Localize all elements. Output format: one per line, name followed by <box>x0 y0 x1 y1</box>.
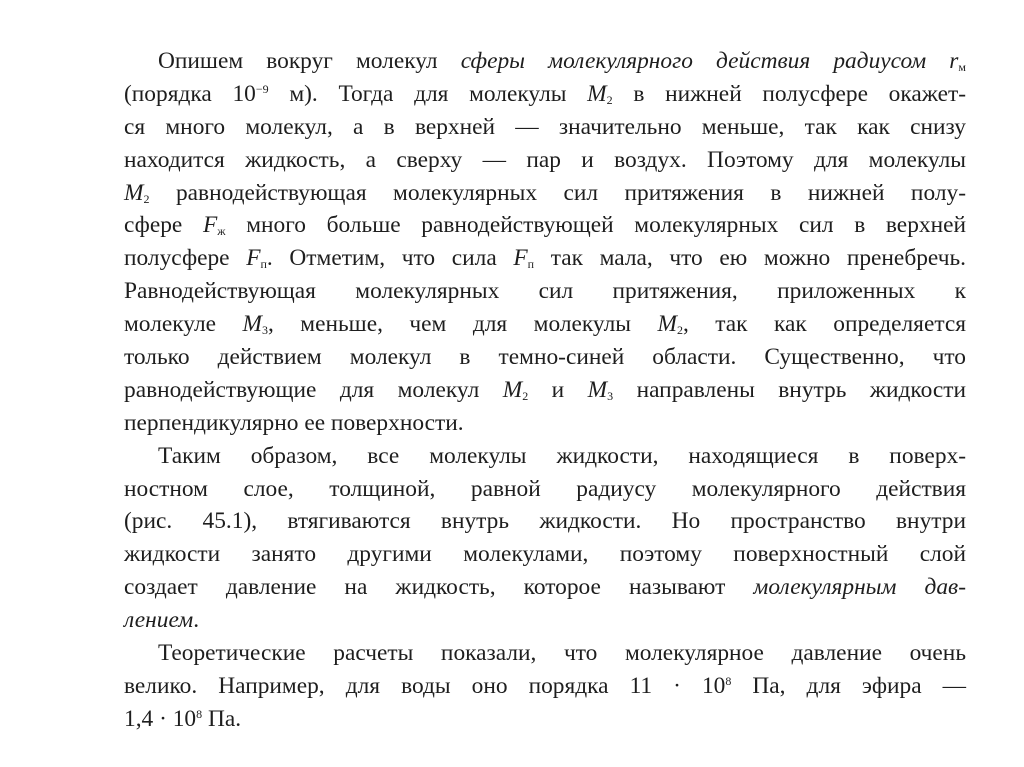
text-span: только действием молекул в темно-синей области. Существенно, что <box>124 344 966 371</box>
text-span: Равнодействующая молекулярных сил притяжения, приложенных к <box>124 278 966 305</box>
text-span: (порядка 10 <box>124 80 256 107</box>
text-span: Опишем вокруг молекул <box>158 48 461 74</box>
text-span: полусфере <box>124 245 247 272</box>
text-span: жидкости занято другими молекулами, поэтому поверхностный слой <box>124 541 966 568</box>
text-line <box>124 45 966 78</box>
italic-term: F <box>202 212 218 239</box>
text-span: так мала, что ею можно пренебречь. <box>534 245 966 272</box>
text-span: перпендикулярно ее поверхности. <box>124 409 464 436</box>
document-page <box>124 45 966 736</box>
text-line <box>124 407 966 440</box>
text-line <box>124 571 966 604</box>
text-span: создает давление на жидкость, которое называют <box>124 574 754 601</box>
subscript: м <box>958 60 966 74</box>
italic-term: M <box>242 311 262 338</box>
text-line <box>124 703 966 736</box>
subscript: 3 <box>607 388 614 403</box>
text-span: много больше равнодействующей молекулярных сил в верхней <box>225 212 966 239</box>
text-span: Теоретические расчеты показали, что молекулярное давление очень <box>158 640 966 667</box>
text-line <box>124 177 966 210</box>
subscript: −9 <box>255 81 269 96</box>
subscript: 2 <box>676 323 683 338</box>
text-line <box>124 209 966 242</box>
text-line <box>124 505 966 538</box>
italic-term: молекулярным дав- <box>753 574 966 601</box>
text-span: сфере <box>124 212 203 239</box>
text-line <box>124 341 966 374</box>
text-line <box>124 374 966 407</box>
text-line <box>124 473 966 506</box>
text-span: направлены внутрь жидкости <box>613 376 966 403</box>
italic-term: M <box>502 376 523 403</box>
italic-term: лением <box>124 607 194 634</box>
text-line <box>124 111 966 144</box>
text-span: (рис. 45.1), втягиваются внутрь жидкости. Но пространство внутри <box>124 508 966 535</box>
text-span: молекуле <box>124 311 243 338</box>
text-span: , меньше, чем для молекулы <box>267 311 658 338</box>
text-span: Таким образом, все молекулы жидкости, находящиеся в поверх- <box>158 442 966 469</box>
subscript: 8 <box>725 673 732 688</box>
subscript: 2 <box>606 92 613 107</box>
subscript: п <box>260 257 267 272</box>
subscript: ж <box>217 224 226 239</box>
text-span: ностном слое, толщиной, равной радиусу молекулярного действия <box>124 475 966 502</box>
text-line <box>124 637 966 670</box>
text-line <box>124 275 966 308</box>
text-line <box>124 440 966 473</box>
italic-term: M <box>124 179 144 206</box>
text-span: . <box>193 607 200 634</box>
text-span: велико. Например, для воды оно порядка 11 · 10 <box>124 672 726 699</box>
text-line <box>124 242 966 275</box>
text-line <box>124 538 966 571</box>
text-line <box>124 308 966 341</box>
subscript: 2 <box>522 388 529 403</box>
subscript: 3 <box>261 323 268 338</box>
text-line <box>124 670 966 703</box>
text-span: Па, для эфира — <box>731 672 967 699</box>
italic-term: M <box>657 311 677 338</box>
text-span: равнодействующая молекулярных сил притяжения в нижней полу- <box>149 179 966 206</box>
subscript: 2 <box>143 191 150 206</box>
italic-term: F <box>513 245 528 272</box>
text-span: в нижней полусфере окажет- <box>612 80 966 107</box>
text-span: , так как определяется <box>682 311 966 338</box>
subscript: 8 <box>196 706 203 721</box>
text-span: ся много молекул, а в верхней — значительно меньше, так как снизу <box>124 113 966 140</box>
text-span: . Отметим, что сила <box>266 245 514 272</box>
text-line <box>124 604 966 637</box>
italic-term: F <box>246 245 261 272</box>
text-span: равнодействующие для молекул <box>124 376 503 403</box>
italic-term: M <box>587 376 608 403</box>
italic-term: M <box>587 80 607 107</box>
subscript: п <box>527 257 535 272</box>
text-span: находится жидкость, а сверху — пар и воздух. Поэтому для молекулы <box>124 146 966 173</box>
text-span: Па. <box>202 705 242 732</box>
italic-term: сферы молекулярного действия радиусом r <box>460 48 959 74</box>
text-line <box>124 78 966 111</box>
text-span: 1,4 · 10 <box>124 705 197 732</box>
text-line <box>124 144 966 177</box>
text-span: и <box>528 376 588 403</box>
text-span: м). Тогда для молекулы <box>268 80 588 107</box>
